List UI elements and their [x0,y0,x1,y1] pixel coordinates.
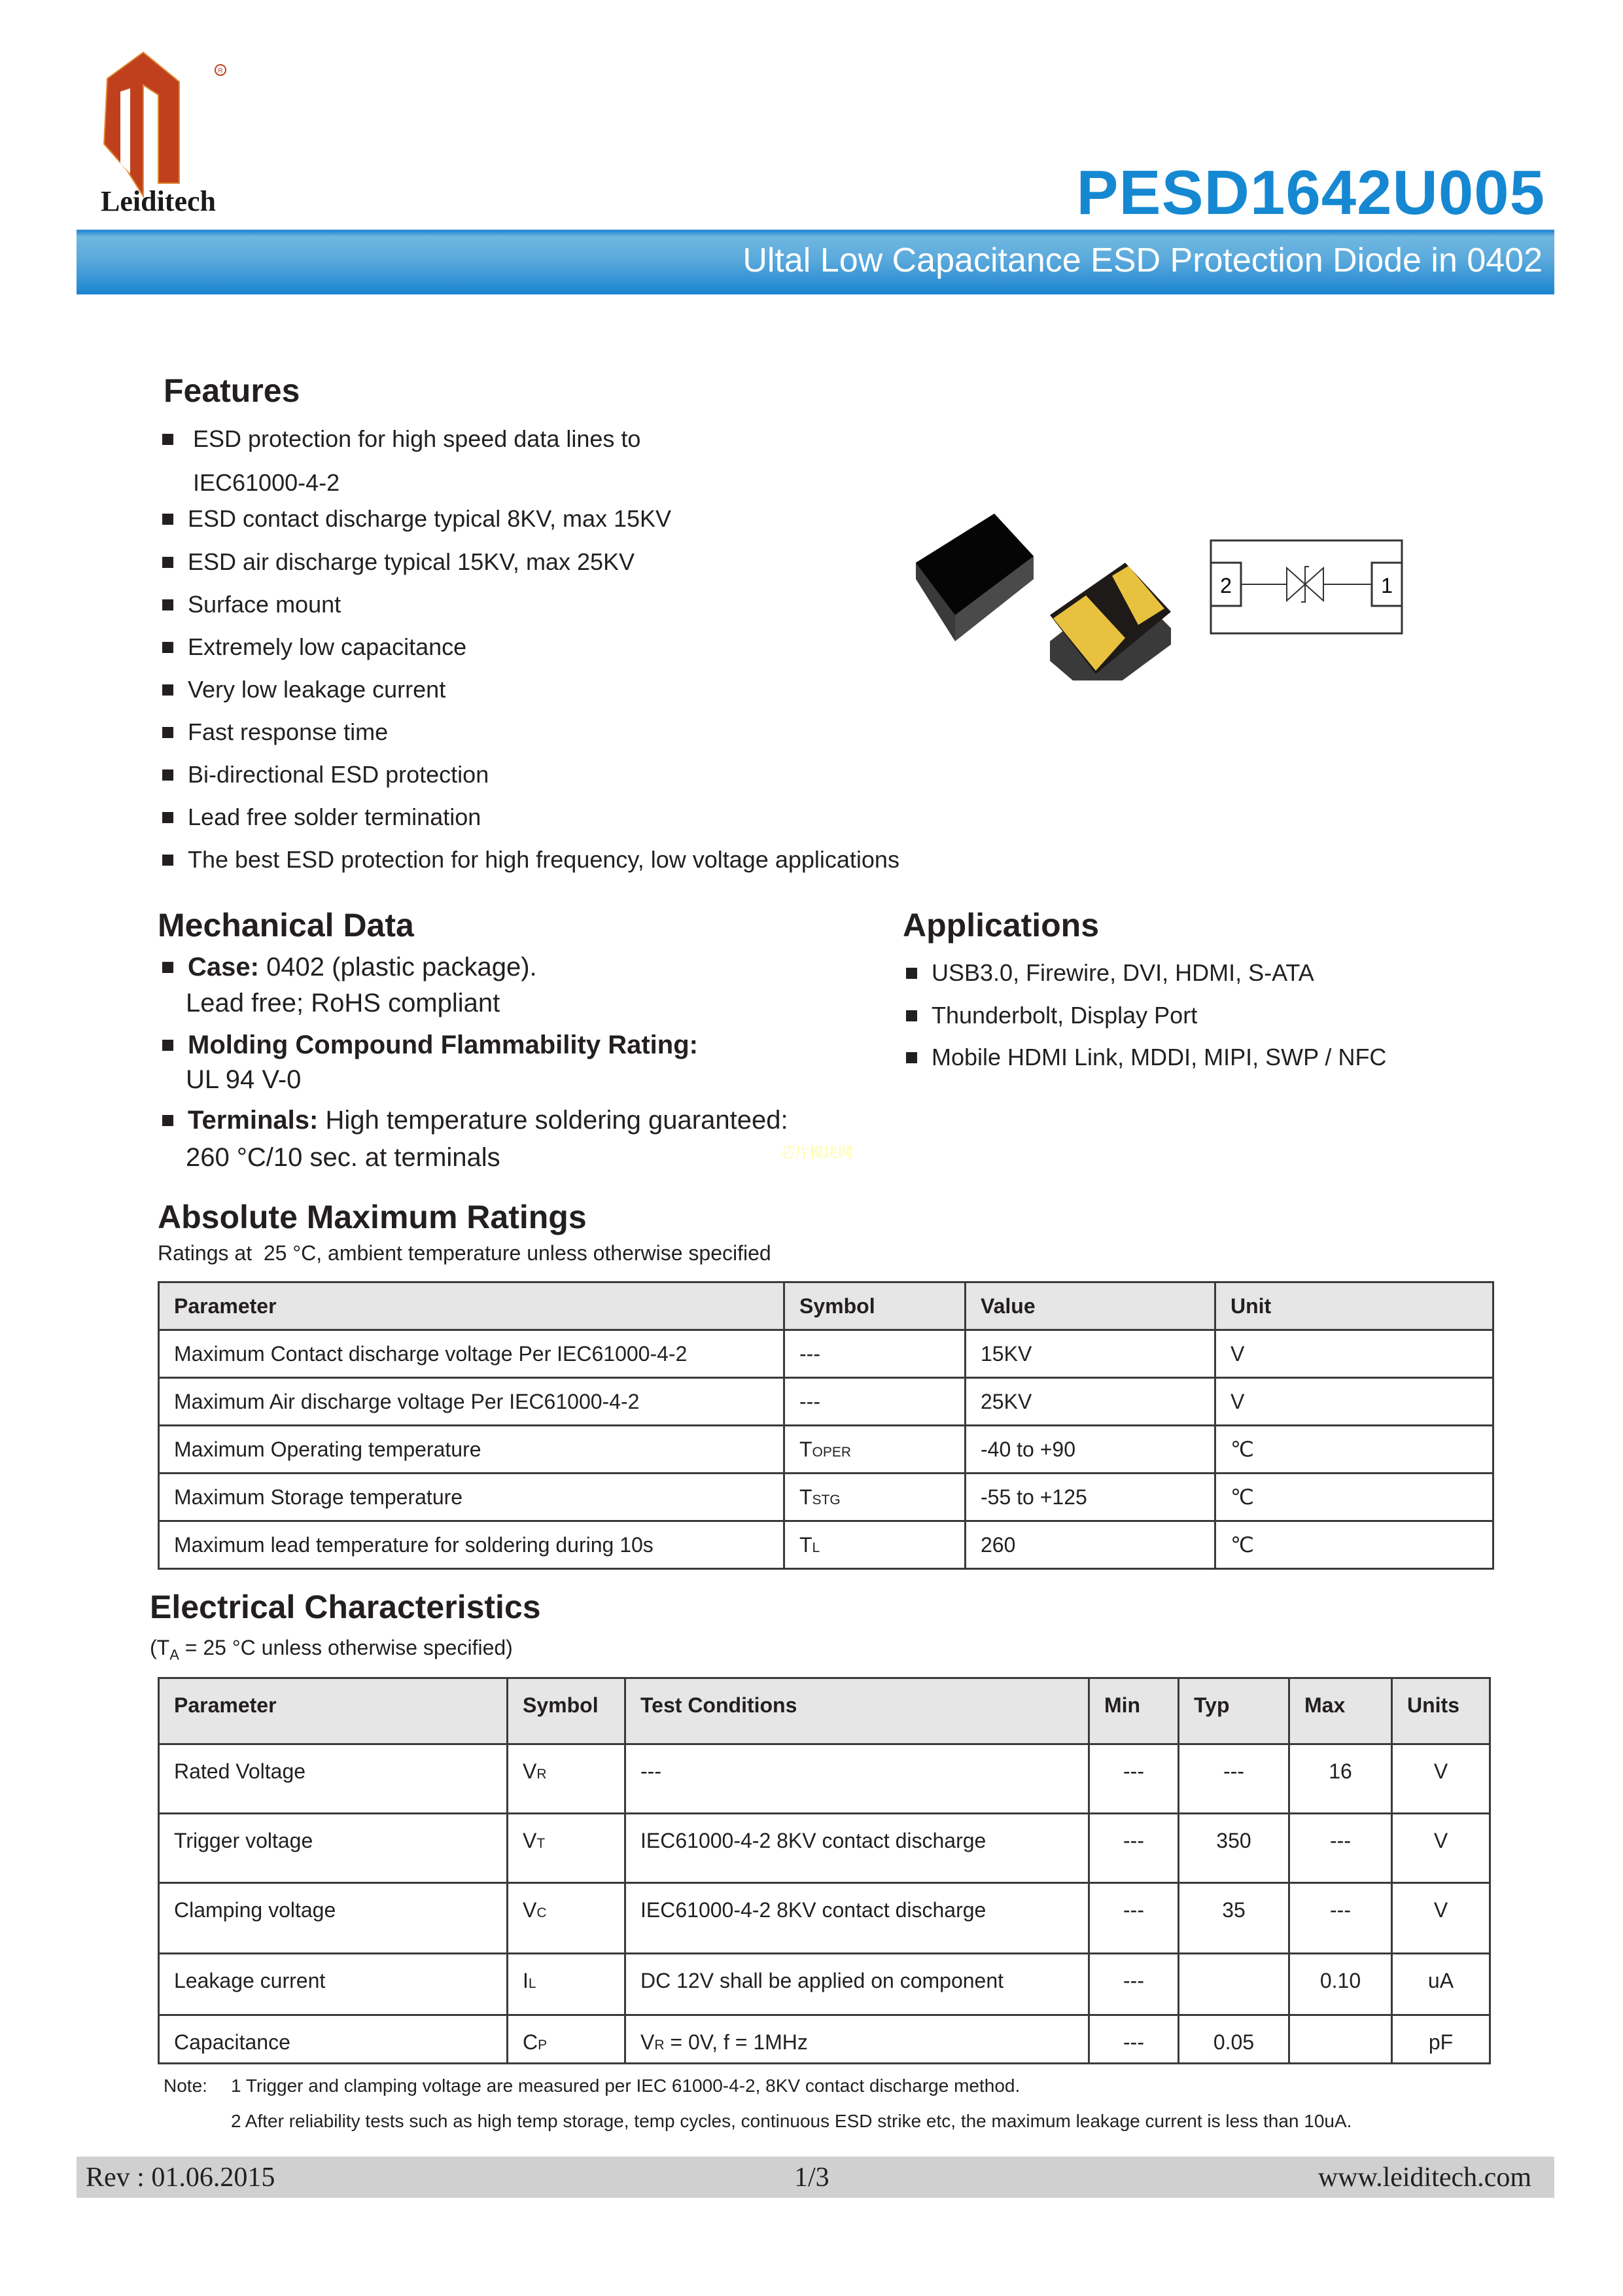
features-heading: Features [164,372,300,409]
package-image-0402 [903,510,1178,680]
table-row: Maximum Operating temperature TOPER -40 to +90 ℃ [159,1426,1493,1474]
electrical-heading: Electrical Characteristics [150,1589,541,1625]
feature-item: Surface mount [162,591,341,618]
feature-item: Lead free solder termination [162,804,481,831]
website-link[interactable]: www.leiditech.com [1318,2163,1531,2193]
logo-text: Leiditech [101,185,216,217]
revision-date: Rev : 01.06.2015 [86,2163,275,2193]
feature-item: Fast response time [162,718,388,746]
electrical-table [158,1677,1491,2064]
schematic-diagram [1207,537,1406,638]
note-item: 1 Trigger and clamping voltage are measured per IEC 61000-4-2, 8KV contact discharge method. [231,2075,1021,2096]
page-number: 1/3 [794,2163,829,2193]
table-row: Rated Voltage VR --- --- --- 16 V [159,1744,1490,1814]
feature-item: Bi-directional ESD protection [162,761,489,788]
feature-item: The best ESD protection for high frequency, low voltage applications [162,846,899,874]
feature-item: ESD air discharge typical 15KV, max 25KV [162,548,635,576]
mech-item-case-line2: Lead free; RoHS compliant [186,989,500,1017]
table-row: Maximum lead temperature for soldering during 10s TL 260 ℃ [159,1521,1493,1569]
watermark: 芯片模块网 [780,1144,853,1161]
feature-item-continued: IEC61000-4-2 [193,469,340,496]
feature-item: Extremely low capacitance [162,633,466,661]
table-row: Clamping voltage VC IEC61000-4-2 8KV contact discharge --- 35 --- V [159,1883,1490,1954]
electrical-subtitle: ($T_A = 25$ °C unless otherwise specified) [150,1636,513,1663]
table-row: Maximum Contact discharge voltage Per IEC61000-4-2 --- 15KV V [159,1330,1493,1378]
notes-label: Note: [164,2075,207,2096]
application-item: USB3.0, Firewire, DVI, HDMI, S-ATA [906,959,1314,987]
mech-item-flammability: Molding Compound Flammability Rating: [162,1031,698,1060]
table-header-row: Parameter Symbol Value Unit [159,1282,1493,1330]
table-row: Capacitance CP VR = 0V, f = 1MHz --- 0.05 pF [159,2015,1490,2064]
mech-item-case: Case: 0402 (plastic package). [162,953,537,982]
pin-1-label: 1 [1381,574,1393,597]
mech-item-flammability-line2: UL 94 V-0 [186,1065,302,1094]
note-item: 2 After reliability tests such as high temp storage, temp cycles, continuous ESD strike etc, the maximum leakage current is less than 10uA. [231,2111,1352,2131]
application-item: Thunderbolt, Display Port [906,1002,1197,1029]
abs-max-table [158,1281,1494,1570]
pin-2-label: 2 [1220,574,1232,597]
mech-item-terminals: Terminals: High temperature soldering guaranteed: [162,1106,788,1135]
feature-item: Very low leakage current [162,676,445,703]
feature-item: ESD contact discharge typical 8KV, max 15KV [162,505,671,533]
feature-item: ESD protection for high speed data lines to [162,425,640,453]
title-band [77,230,1554,294]
part-number-title: PESD1642U005 [1076,158,1545,228]
svg-text:R: R [218,67,223,75]
mechanical-heading: Mechanical Data [158,907,414,944]
table-row: Trigger voltage VT IEC61000-4-2 8KV contact discharge --- 350 --- V [159,1814,1490,1883]
abs-max-subtitle: Ratings at 25 °C, ambient temperature unless otherwise specified [158,1241,771,1265]
application-item: Mobile HDMI Link, MDDI, MIPI, SWP / NFC [906,1044,1386,1071]
subtitle: Ultal Low Capacitance ESD Protection Diode in 0402 [742,241,1543,279]
applications-heading: Applications [903,907,1100,944]
table-row: Maximum Storage temperature TSTG -55 to +125 ℃ [159,1474,1493,1521]
table-header-row: Parameter Symbol Test Conditions Min Typ Max Units [159,1678,1490,1744]
mech-item-terminals-line2: 260 °C/10 sec. at terminals [186,1143,500,1172]
page-footer [77,2157,1554,2198]
table-row: Maximum Air discharge voltage Per IEC61000-4-2 --- 25KV V [159,1378,1493,1426]
table-row: Leakage current IL DC 12V shall be applied on component --- 0.10 uA [159,1954,1490,2015]
abs-max-heading: Absolute Maximum Ratings [158,1199,587,1235]
